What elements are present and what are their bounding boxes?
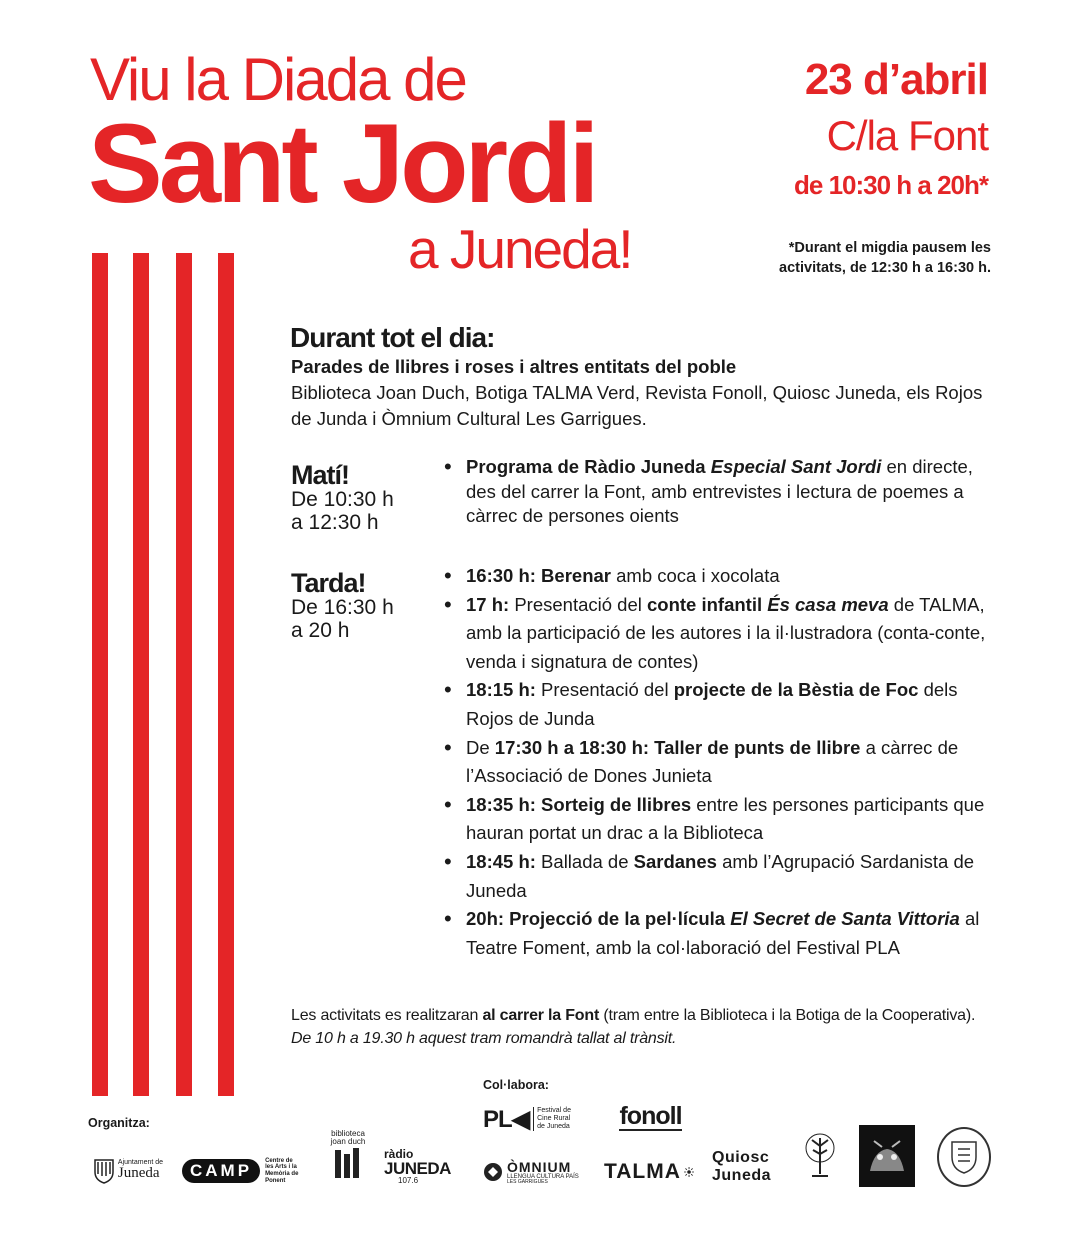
ajuntament-logo: Ajuntament de Juneda [88,1152,168,1188]
footer-note: Les activitats es realitzaran al carrer la Font (tram entre la Biblioteca i la Botiga de la Cooperativa). De 10 h a 19.30 h aquest tram romandrà tallat al trànsit. [291,1007,976,1047]
list-item: • Programa de Ràdio Juneda Especial Sant Jordi en directe, des del carrer la Font, amb entrevistes i lectura de poemes a càrrec de persones oients [466,455,996,529]
omnium-circle-icon [483,1162,503,1182]
tree-emblem-logo [802,1126,838,1186]
radio-juneda-logo: ràdio JUNEDA 107.6 [384,1146,451,1185]
mati-time-2: a 12:30 h [291,511,379,534]
list-item: • 16:30 h: Berenar amb coca i xocolata [466,562,996,591]
event-date: 23 d’abril [804,55,988,104]
title-line-1: Viu la Diada de [90,46,466,113]
tarda-time-2: a 20 h [291,619,350,642]
event-note: *Durant el migdia pausem les activitats, de 12:30 h a 16:30 h. [779,240,991,277]
mati-title: Matí! [291,460,349,490]
camp-logo: CAMP Centre de les Arts i la Memòria de Ponent [182,1157,317,1185]
list-item: • 18:45 h: Ballada de Sardanes amb l’Agrupació Sardanista de Juneda [466,848,996,905]
tree-icon [802,1126,838,1186]
collabora-label: Col·labora: [483,1078,549,1092]
list-item: • De 17:30 h a 18:30 h: Taller de punts de llibre a càrrec de l’Associació de Dones Junieta [466,734,996,791]
list-item: • 18:15 h: Presentació del projecte de la Bèstia de Foc dels Rojos de Junda [466,676,996,733]
biblioteca-logo: biblioteca joan duch [328,1124,368,1186]
allday-subheading: Parades de llibres i roses i altres entitats del poble [291,356,737,377]
dragon-icon [864,1131,910,1181]
talma-logo: TALMA [604,1156,694,1188]
title-line-3: a Juneda! [408,218,632,280]
event-hours: de 10:30 h a 20h* [794,170,988,200]
allday-description: Biblioteca Joan Duch, Botiga TALMA Verd, Revista Fonoll, Quiosc Juneda, els Rojos de Junda i Òmnium Cultural Les Garrigues. [291,382,983,429]
list-item: • 18:35 h: Sorteig de llibres entre les persones participants que hauran portat un drac a la Biblioteca [466,791,996,848]
decor-stripe-3 [176,253,192,1096]
tarda-list [466,562,996,962]
rojos-junda-logo [859,1125,915,1187]
list-item: • 17 h: Presentació del conte infantil És casa meva de TALMA, amb la participació de les autores i la il·lustradora (conta-conte, venda i signatura de contes) [466,591,996,677]
shield-icon [949,1139,979,1175]
omnium-logo: ÒMNIUM LLENGUA CULTURA PAÍS LES GARRIGUES [483,1154,583,1190]
allday-heading: Durant tot el dia: [290,322,495,353]
fonoll-logo: fonoll [619,1101,682,1130]
book-stack-icon [333,1146,363,1180]
organitza-label: Organitza: [88,1116,150,1130]
mati-time-1: De 10:30 h [291,488,394,511]
decor-stripe-2 [133,253,149,1096]
event-place: C/la Font [826,112,988,159]
sun-icon [684,1165,694,1179]
round-seal-logo [937,1127,991,1187]
title-line-2: Sant Jordi [88,101,596,226]
tarda-time-1: De 16:30 h [291,596,394,619]
pla-festival-logo: PL◀ Festival de Cine Rural de Juneda [483,1104,583,1134]
decor-stripe-1 [92,253,108,1096]
mati-list [466,455,996,529]
list-item: • 20h: Projecció de la pel·lícula El Secret de Santa Vittoria al Teatre Foment, amb la col·laboració del Festival PLA [466,905,996,962]
crest-icon [93,1156,115,1184]
decor-stripe-4 [218,253,234,1096]
tarda-title: Tarda! [291,568,366,598]
quiosc-juneda-logo: Quiosc Juneda [712,1149,772,1184]
